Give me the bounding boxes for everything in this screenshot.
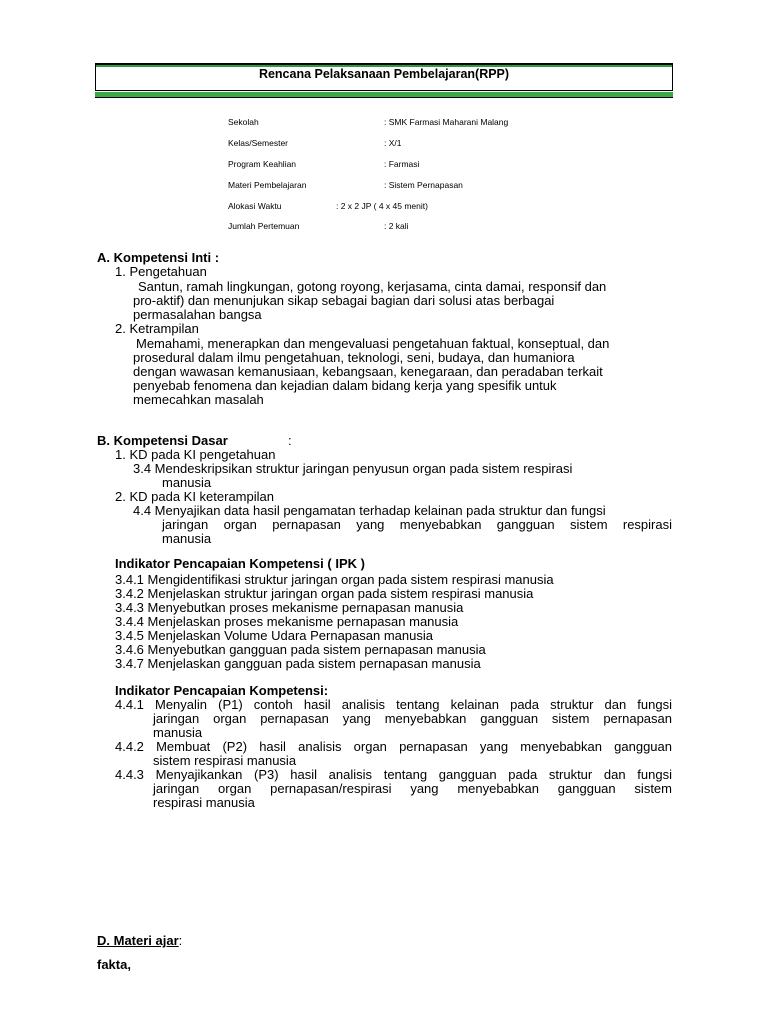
ki-heading: A. Kompetensi Inti : [97, 250, 220, 265]
ipk-item: 3.4.4 Menjelaskan proses mekanisme pernapasan manusia [115, 614, 459, 629]
info-value: : Sistem Pernapasan [384, 180, 463, 190]
ipk2-item-line: 4.4.3 Menyajikankan (P3) hasil analisis tentang gangguan pada struktur dan fungsi [115, 767, 672, 782]
kd-heading-colon: : [288, 433, 292, 448]
ipk2-item-line: respirasi manusia [153, 795, 255, 810]
ki-item2-label: 2. Ketrampilan [115, 321, 199, 336]
info-value: : Farmasi [384, 159, 420, 169]
ki-item1-line: Santun, ramah lingkungan, gotong royong, kerjasama, cinta damai, responsif dan [138, 279, 607, 294]
ipk-item: 3.4.6 Menyebutkan gangguan pada sistem pernapasan manusia [115, 642, 486, 657]
ipk-item: 3.4.2 Menjelaskan struktur jaringan organ pada sistem respirasi manusia [115, 586, 534, 601]
ipk2-item-line: 4.4.1 Menyalin (P1) contoh hasil analisis tentang kelainan pada struktur dan fungsi [115, 697, 672, 712]
info-label: Program Keahlian [228, 159, 297, 169]
ipk-item: 3.4.3 Menyebutkan proses mekanisme pernapasan manusia [115, 600, 464, 615]
info-value: : 2 x 2 JP ( 4 x 45 menit) [336, 201, 428, 211]
ipk-item: 3.4.1 Mengidentifikasi struktur jaringan organ pada sistem respirasi manusia [115, 572, 554, 587]
materi-sub: fakta, [97, 957, 131, 972]
info-label: Sekolah [228, 117, 259, 127]
info-value: : X/1 [384, 138, 402, 148]
info-label: Kelas/Semester [228, 138, 288, 148]
kd-item2-line: manusia [162, 531, 212, 546]
info-value: : SMK Farmasi Maharani Malang [384, 117, 509, 127]
document-title: Rencana Pelaksanaan Pembelajaran(RPP) [258, 67, 510, 81]
ipk-item: 3.4.7 Menjelaskan gangguan pada sistem pernapasan manusia [115, 656, 481, 671]
ipk2-item-line: 4.4.2 Membuat (P2) hasil analisis organ pernapasan yang menyebabkan gangguan [115, 739, 672, 754]
kd-item2-line: 4.4 Menyajikan data hasil pengamatan terhadap kelainan pada struktur dan fungsi [133, 503, 606, 518]
materi-heading: D. Materi ajar [97, 933, 179, 948]
info-label: Jumlah Pertemuan [228, 221, 300, 231]
kd-heading: B. Kompetensi Dasar [97, 433, 228, 448]
ki-item1-line: pro-aktif) dan menunjukan sikap sebagai bagian dari solusi atas berbagai [133, 293, 555, 308]
ki-item2-line: Memahami, menerapkan dan mengevaluasi pengetahuan faktual, konseptual, dan [136, 336, 610, 351]
info-value: : 2 kali [384, 221, 409, 231]
ki-item1-label: 1. Pengetahuan [115, 264, 207, 279]
ipk2-heading: Indikator Pencapaian Kompetensi: [115, 683, 329, 698]
ki-item2-line: dengan wawasan kemanusiaan, kebangsaan, kenegaraan, dan peradaban terkait [133, 364, 603, 379]
kd-item2-label: 2. KD pada KI keterampilan [115, 489, 274, 504]
document-title-box [95, 63, 673, 91]
ki-item2-line: prosedural dalam ilmu pengetahuan, teknologi, seni, budaya, dan humaniora [133, 350, 575, 365]
info-label: Materi Pembelajaran [228, 180, 307, 190]
kd-item1-line: 3.4 Mendeskripsikan struktur jaringan penyusun organ pada sistem respirasi [133, 461, 573, 476]
ipk2-item-line: jaringan organ pernapasan/respirasi yang menyebabkan gangguan sistem [153, 781, 672, 796]
ki-item2-line: penyebab fenomena dan kejadian dalam bidang kerja yang spesifik untuk [133, 378, 557, 393]
ipk-item: 3.4.5 Menjelaskan Volume Udara Pernapasan manusia [115, 628, 433, 643]
kd-item1-label: 1. KD pada KI pengetahuan [115, 447, 276, 462]
materi-heading-colon: : [178, 933, 183, 948]
kd-item1-line: manusia [162, 475, 212, 490]
ki-item1-line: permasalahan bangsa [133, 307, 262, 322]
info-label: Alokasi Waktu [228, 201, 282, 211]
title-accent-bar [95, 92, 673, 98]
ipk2-item-line: jaringan organ pernapasan yang menyebabkan gangguan sistem pernapasan [153, 711, 672, 726]
ipk2-item-line: manusia [153, 725, 203, 740]
ipk-heading: Indikator Pencapaian Kompetensi ( IPK ) [115, 556, 365, 571]
ipk2-item-line: sistem respirasi manusia [153, 753, 297, 768]
ki-item2-line: memecahkan masalah [133, 392, 264, 407]
kd-item2-line: jaringan organ pernapasan yang menyebabkan gangguan sistem respirasi [162, 517, 672, 532]
materi-heading-row [97, 934, 182, 949]
